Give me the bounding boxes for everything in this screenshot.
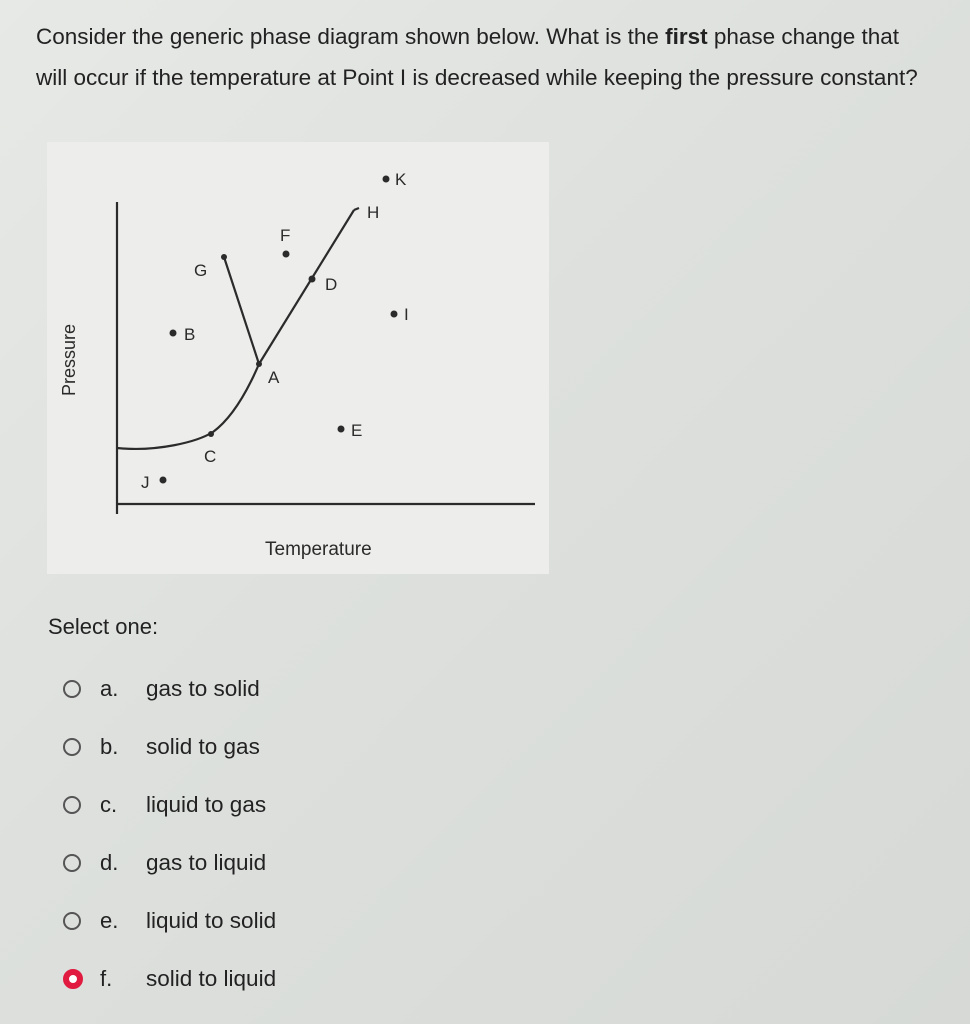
option-f-radio[interactable] [63,969,83,989]
option-e-text[interactable]: liquid to solid [146,908,277,933]
point-e-label: E [351,421,363,440]
option-d-radio[interactable] [63,854,81,872]
option-c[interactable] [58,776,267,834]
option-e-radio[interactable] [63,912,81,930]
phase-diagram [47,142,549,574]
option-b-radio[interactable] [63,738,81,756]
option-b-letter: b. [100,734,119,759]
option-b-text[interactable]: solid to gas [146,734,260,759]
point-c-dot [208,431,214,437]
point-i-label: I [404,305,409,324]
point-f-label: F [280,226,291,245]
x-axis-label: Temperature [265,539,372,560]
point-g-dot [221,254,227,260]
sublimation-curve [117,364,259,449]
option-d-text[interactable]: gas to liquid [146,850,267,875]
point-k-dot [383,176,390,183]
point-d-label: D [325,275,338,294]
fusion-line [224,257,259,364]
point-j-dot [160,477,167,484]
option-f-letter: f. [100,966,113,991]
point-d-dot [309,276,316,283]
option-e[interactable] [58,892,277,950]
point-g-label: G [194,261,208,280]
point-i-dot [391,311,398,318]
point-c-label: C [204,447,217,466]
option-b[interactable] [58,718,260,776]
point-j-label: J [141,473,150,492]
option-c-letter: c. [100,792,118,817]
point-e-dot [338,426,345,433]
vaporization-line [259,210,354,364]
point-a-label: A [268,368,280,387]
question-text [36,16,936,98]
select-one-label: Select one: [48,614,159,639]
option-a[interactable] [58,660,260,718]
option-c-radio[interactable] [63,796,81,814]
y-axis-label: Pressure [59,323,79,396]
option-f[interactable] [58,950,277,1008]
answer-options [58,660,277,1008]
option-a-text[interactable]: gas to solid [146,676,260,701]
point-b-dot [170,330,177,337]
point-h-label: H [367,203,380,222]
option-f-text[interactable]: solid to liquid [146,966,277,991]
point-h-tick [354,208,359,210]
point-k-label: K [395,170,407,189]
question-part2: phase change that will occur if the temperature at Point I is decreased while keeping the pressure constant? [36,24,918,90]
phase-diagram-svg [47,142,549,574]
option-a-letter: a. [100,676,119,701]
question-part1: Consider the generic phase diagram shown below. What is the [36,24,666,49]
option-e-letter: e. [100,908,119,933]
option-d[interactable] [58,834,267,892]
point-a-dot [256,361,262,367]
question-emphasis: first [665,24,708,49]
option-d-letter: d. [100,850,119,875]
point-b-label: B [184,325,196,344]
option-c-text[interactable]: liquid to gas [146,792,267,817]
point-f-dot [283,251,290,258]
option-a-radio[interactable] [63,680,81,698]
